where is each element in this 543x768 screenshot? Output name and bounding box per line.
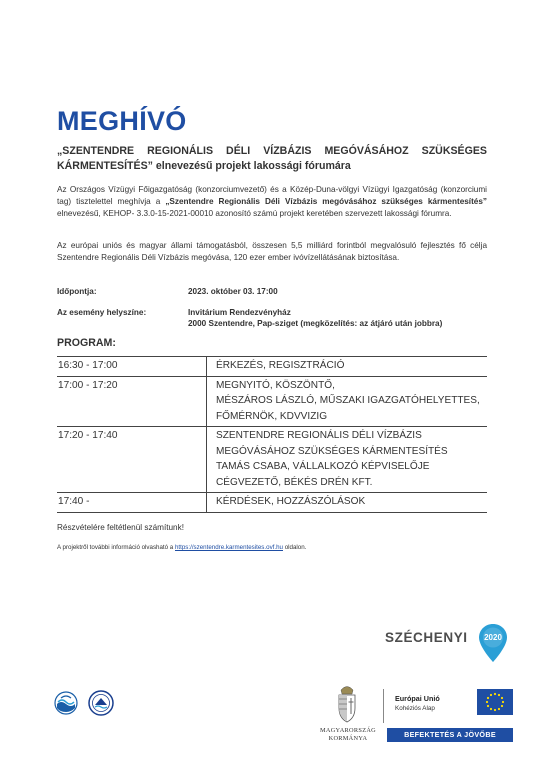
- program-description: [207, 376, 488, 427]
- project-website-link[interactable]: https://szentendre.karmentesites.ovf.hu: [174, 544, 283, 551]
- gov-line-2: KORMÁNYA: [328, 735, 368, 742]
- event-venue: [188, 307, 488, 329]
- more-info-prefix: A projektről további információ olvasható a: [57, 544, 175, 551]
- eu-text: [395, 694, 440, 712]
- program-line: MEGNYITÓ, KÖSZÖNTŐ,: [216, 379, 335, 391]
- closing-text: Részvételére feltétlenül számítunk!: [57, 523, 184, 532]
- program-time: 16:30 - 17:00: [57, 357, 207, 377]
- program-heading: PROGRAM:: [57, 337, 116, 349]
- szechenyi-wordmark: SZÉCHENYI: [385, 630, 468, 645]
- eu-title: Európai Unió: [395, 694, 440, 703]
- project-name: „Szentendre Regionális Déli Vízbázis megóvásához szükséges kármentesítés”: [165, 197, 488, 207]
- szechenyi-2020-pin-icon: [478, 623, 508, 663]
- intro-text-part1: Az Országos Vízügyi Főigazgatóság (konzorciumvezető) és a Közép-Duna-völgyi Vízügyi Igazgatóság (konzorciumi tag) tisztelettel meghívja a: [57, 185, 487, 207]
- hungarian-coat-of-arms-icon: [336, 684, 358, 724]
- venue-address: 2000 Szentendre, Pap-sziget (megközelítés: az átjáró után jobbra): [188, 319, 443, 328]
- program-row: [57, 357, 487, 377]
- gov-line-1: MAGYARORSZÁG: [319, 727, 377, 734]
- intro-paragraph: [57, 184, 487, 221]
- program-line: FŐMÉRNÖK, KDVVIZIG: [216, 410, 328, 422]
- venue-name: Invitárium Rendezvényház: [188, 308, 291, 317]
- eu-divider: [383, 689, 384, 723]
- program-row: [57, 376, 487, 427]
- program-row: [57, 427, 487, 493]
- program-description: [207, 427, 488, 493]
- program-description: [207, 493, 488, 513]
- program-time: 17:00 - 17:20: [57, 376, 207, 427]
- program-time: 17:40 -: [57, 493, 207, 513]
- government-logo-text: [315, 727, 381, 743]
- event-time-label: Időpontja:: [57, 287, 97, 296]
- invest-banner: BEFEKTETÉS A JÖVŐBE: [387, 728, 513, 742]
- more-info-suffix: oldalon.: [282, 544, 307, 551]
- eu-subtitle: Kohéziós Alap: [395, 705, 435, 712]
- subtitle: „SZENTENDRE REGIONÁLIS DÉLI VÍZBÁZIS MEGÓVÁSÁHOZ SZÜKSÉGES KÁRMENTESÍTÉS” elnevezésű projekt lakossági fórumára: [57, 145, 487, 172]
- program-line: ÉRKEZÉS, REGISZTRÁCIÓ: [216, 360, 345, 371]
- szechenyi-year: 2020: [484, 633, 502, 642]
- event-time-value: 2023. október 03. 17:00: [188, 287, 278, 296]
- eu-logo-block: [387, 689, 513, 723]
- funding-paragraph: Az európai uniós és magyar állami támogatásból, összesen 5,5 milliárd forintból megvalósuló fejlesztés fő célja Szentendre Regionális Déli Vízbázis megóvása, 120 ezer ember ivóvízellátásának biztosítása.: [57, 241, 487, 263]
- program-time: 17:20 - 17:40: [57, 427, 207, 493]
- program-line: TAMÁS CSABA, VÁLLALKOZÓ KÉPVISELŐJE: [216, 461, 430, 472]
- more-info-text: [57, 544, 306, 551]
- ovf-wave-logo: [54, 691, 78, 715]
- eu-flag-icon: [477, 689, 513, 715]
- program-line: CÉGVEZETŐ, BÉKÉS DRÉN KFT.: [216, 476, 373, 488]
- page-title: MEGHÍVÓ: [57, 106, 187, 136]
- program-row: [57, 493, 487, 513]
- program-line: MÉSZÁROS LÁSZLÓ, MŰSZAKI IGAZGATÓHELYETTES,: [216, 395, 480, 406]
- program-table: [57, 356, 487, 513]
- event-venue-label: Az esemény helyszíne:: [57, 308, 147, 317]
- intro-text-part2: elnevezésű, KEHOP- 3.3.0-15-2021-00010 azonosító számú projekt keretében szervezett lakossági fórumra.: [57, 209, 452, 219]
- program-description: [207, 357, 488, 377]
- program-line: KÉRDÉSEK, HOZZÁSZÓLÁSOK: [216, 496, 366, 507]
- program-line: MEGÓVÁSÁHOZ SZÜKSÉGES KÁRMENTESÍTÉS: [216, 445, 448, 457]
- szechenyi-2020-logo: [385, 629, 502, 647]
- program-line: SZENTENDRE REGIONÁLIS DÉLI VÍZBÁZIS: [216, 430, 422, 441]
- kdvvizig-emblem: [88, 690, 114, 716]
